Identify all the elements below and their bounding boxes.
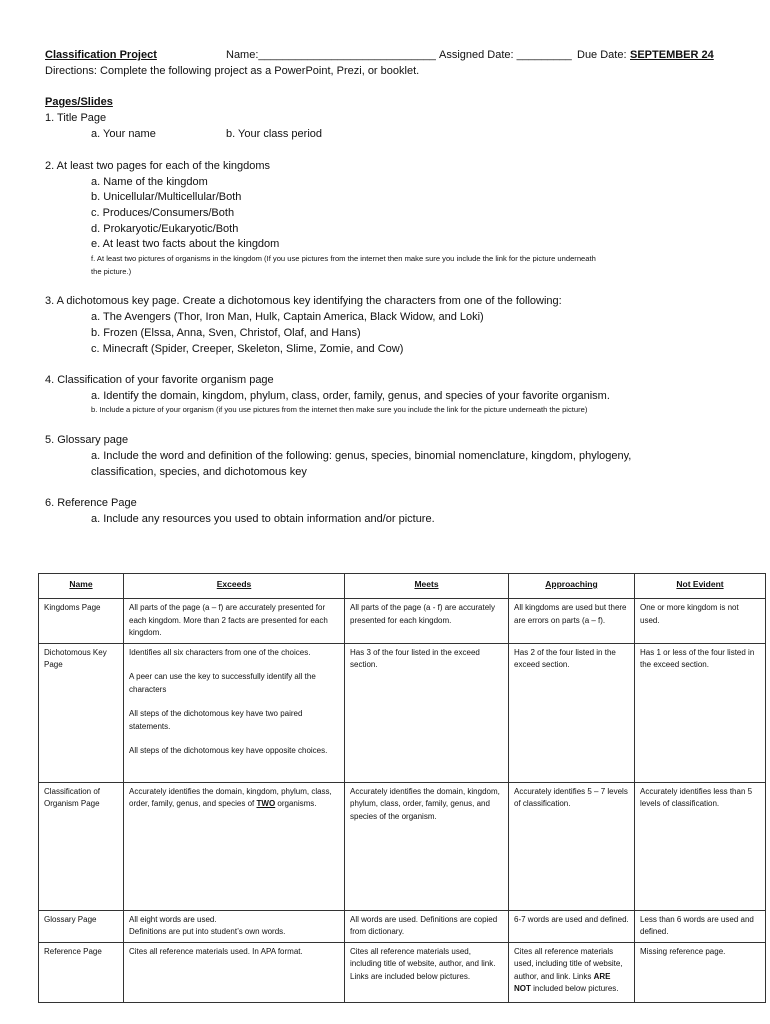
section-2-item: d. Prokaryotic/Eukaryotic/Both (91, 223, 239, 235)
row-name: Glossary Page (39, 910, 124, 942)
section-2-item: b. Unicellular/Multicellular/Both (91, 191, 242, 203)
table-row (39, 942, 766, 1002)
cell-approaching: 6-7 words are used and defined. (509, 910, 635, 942)
section-3-title: 3. A dichotomous key page. Create a dichotomous key identifying the characters from one of the following: (45, 295, 562, 307)
header-approaching: Approaching (509, 574, 635, 599)
section-3-item: a. The Avengers (Thor, Iron Man, Hulk, Captain America, Black Widow, and Loki) (91, 311, 484, 323)
rubric-header-row (39, 574, 766, 599)
table-row (39, 910, 766, 942)
cell-not-evident: One or more kingdom is not used. (635, 599, 766, 644)
cell-not-evident: Has 1 or less of the four listed in the exceed section. (635, 643, 766, 782)
cell-meets: Has 3 of the four listed in the exceed section. (345, 643, 509, 782)
rubric-table (38, 573, 766, 1003)
section-5-item-a-cont: classification, species, and dichotomous key (91, 466, 307, 478)
cell-text: All eight words are used. (129, 914, 217, 924)
header-name: Name (39, 574, 124, 599)
cell-exceeds (124, 910, 345, 942)
directions: Directions: Complete the following project as a PowerPoint, Prezi, or booklet. (45, 65, 420, 77)
section-4-item-b: b. Include a picture of your organism (if you use pictures from the internet then make sure you include the link for the picture underneath the picture) (91, 405, 588, 414)
sections-heading: Pages/Slides (45, 96, 113, 108)
row-name: Dichotomous Key Page (39, 643, 124, 782)
cell-approaching: Accurately identifies 5 – 7 levels of classification. (509, 782, 635, 910)
cell-not-evident: Accurately identifies less than 5 levels of classification. (635, 782, 766, 910)
cell-text: All steps of the dichotomous key have opposite choices. (129, 746, 328, 755)
cell-not-evident: Missing reference page. (635, 942, 766, 1002)
section-5-title: 5. Glossary page (45, 434, 129, 446)
cell-meets: All words are used. Definitions are copied from dictionary. (345, 910, 509, 942)
cell-exceeds: Cites all reference materials used. In APA format. (124, 942, 345, 1002)
section-2-item: c. Produces/Consumers/Both (91, 207, 235, 219)
cell-exceeds: All parts of the page (a – f) are accurately presented for each kingdom. More than 2 facts are presented for each kingdom. (124, 599, 345, 644)
cell-exceeds (124, 643, 345, 782)
table-row (39, 643, 766, 782)
cell-approaching: Has 2 of the four listed in the exceed section. (509, 643, 635, 782)
section-1-item-b: b. Your class period (226, 128, 323, 140)
section-6-title: 6. Reference Page (45, 497, 137, 509)
cell-text: All steps of the dichotomous key have two paired statements. (129, 709, 303, 731)
cell-text: Identifies all six characters from one of the choices. (129, 647, 311, 657)
section-5-item-a: a. Include the word and definition of the following: genus, species, binomial nomenclature, kingdom, phylogeny, (91, 450, 632, 462)
cell-text: organisms. (277, 799, 317, 808)
table-row (39, 599, 766, 644)
section-2-item: a. Name of the kingdom (91, 176, 208, 188)
row-name: Kingdoms Page (39, 599, 124, 644)
cell-text: Definitions are put into student’s own words. (129, 927, 286, 936)
emphasis-text: TWO (256, 799, 276, 808)
section-6-item-a: a. Include any resources you used to obtain information and/or picture. (91, 513, 435, 525)
header-meets: Meets (345, 574, 509, 599)
section-1-title: 1. Title Page (45, 112, 107, 124)
cell-approaching (509, 942, 635, 1002)
section-1-item-a: a. Your name (91, 128, 156, 140)
section-4-title: 4. Classification of your favorite organism page (45, 374, 274, 386)
section-2-item-f: f. At least two pictures of organisms in the kingdom (If you use pictures from the internet then make sure you include the link for the picture underneath (91, 254, 596, 263)
section-2-item-f-cont: the picture.) (91, 267, 132, 276)
cell-text: Accurately identifies the domain, kingdom, phylum, class, order, family, genus, and species of (129, 786, 332, 808)
due-date-label: Due Date: (577, 49, 627, 61)
row-name: Reference Page (39, 942, 124, 1002)
cell-meets: Accurately identifies the domain, kingdom, phylum, class, order, family, genus, and species of the organism. (345, 782, 509, 910)
table-row (39, 782, 766, 910)
header-not-evident: Not Evident (635, 574, 766, 599)
section-4-item-a: a. Identify the domain, kingdom, phylum, class, order, family, genus, and species of your favorite organism. (91, 390, 610, 402)
cell-approaching: All kingdoms are used but there are errors on parts (a – f). (509, 599, 635, 644)
section-2-item: e. At least two facts about the kingdom (91, 238, 280, 250)
due-date-value: SEPTEMBER 24 (630, 49, 714, 61)
section-3-item: c. Minecraft (Spider, Creeper, Skeleton, Slime, Zomie, and Cow) (91, 343, 404, 355)
name-field-label: Name:_____________________________ (226, 49, 436, 61)
cell-text: A peer can use the key to successfully identify all the characters (129, 672, 316, 694)
header-exceeds: Exceeds (124, 574, 345, 599)
assigned-date-label: Assigned Date: _________ (439, 49, 572, 61)
cell-text: Cites all reference materials used, including title of website, author, and link. Links (514, 946, 623, 981)
section-2-title: 2. At least two pages for each of the kingdoms (45, 160, 271, 172)
cell-not-evident: Less than 6 words are used and defined. (635, 910, 766, 942)
project-title: Classification Project (45, 49, 157, 61)
cell-text: included below pictures. (533, 984, 619, 993)
cell-meets: All parts of the page (a - f) are accurately presented for each kingdom. (345, 599, 509, 644)
emphasis-text: ARE NOT (514, 971, 611, 993)
cell-meets: Cites all reference materials used, including title of website, author, and link. Links are included below pictures. (345, 942, 509, 1002)
row-name: Classification of Organism Page (39, 782, 124, 910)
section-3-item: b. Frozen (Elssa, Anna, Sven, Christof, Olaf, and Hans) (91, 327, 361, 339)
cell-exceeds (124, 782, 345, 910)
